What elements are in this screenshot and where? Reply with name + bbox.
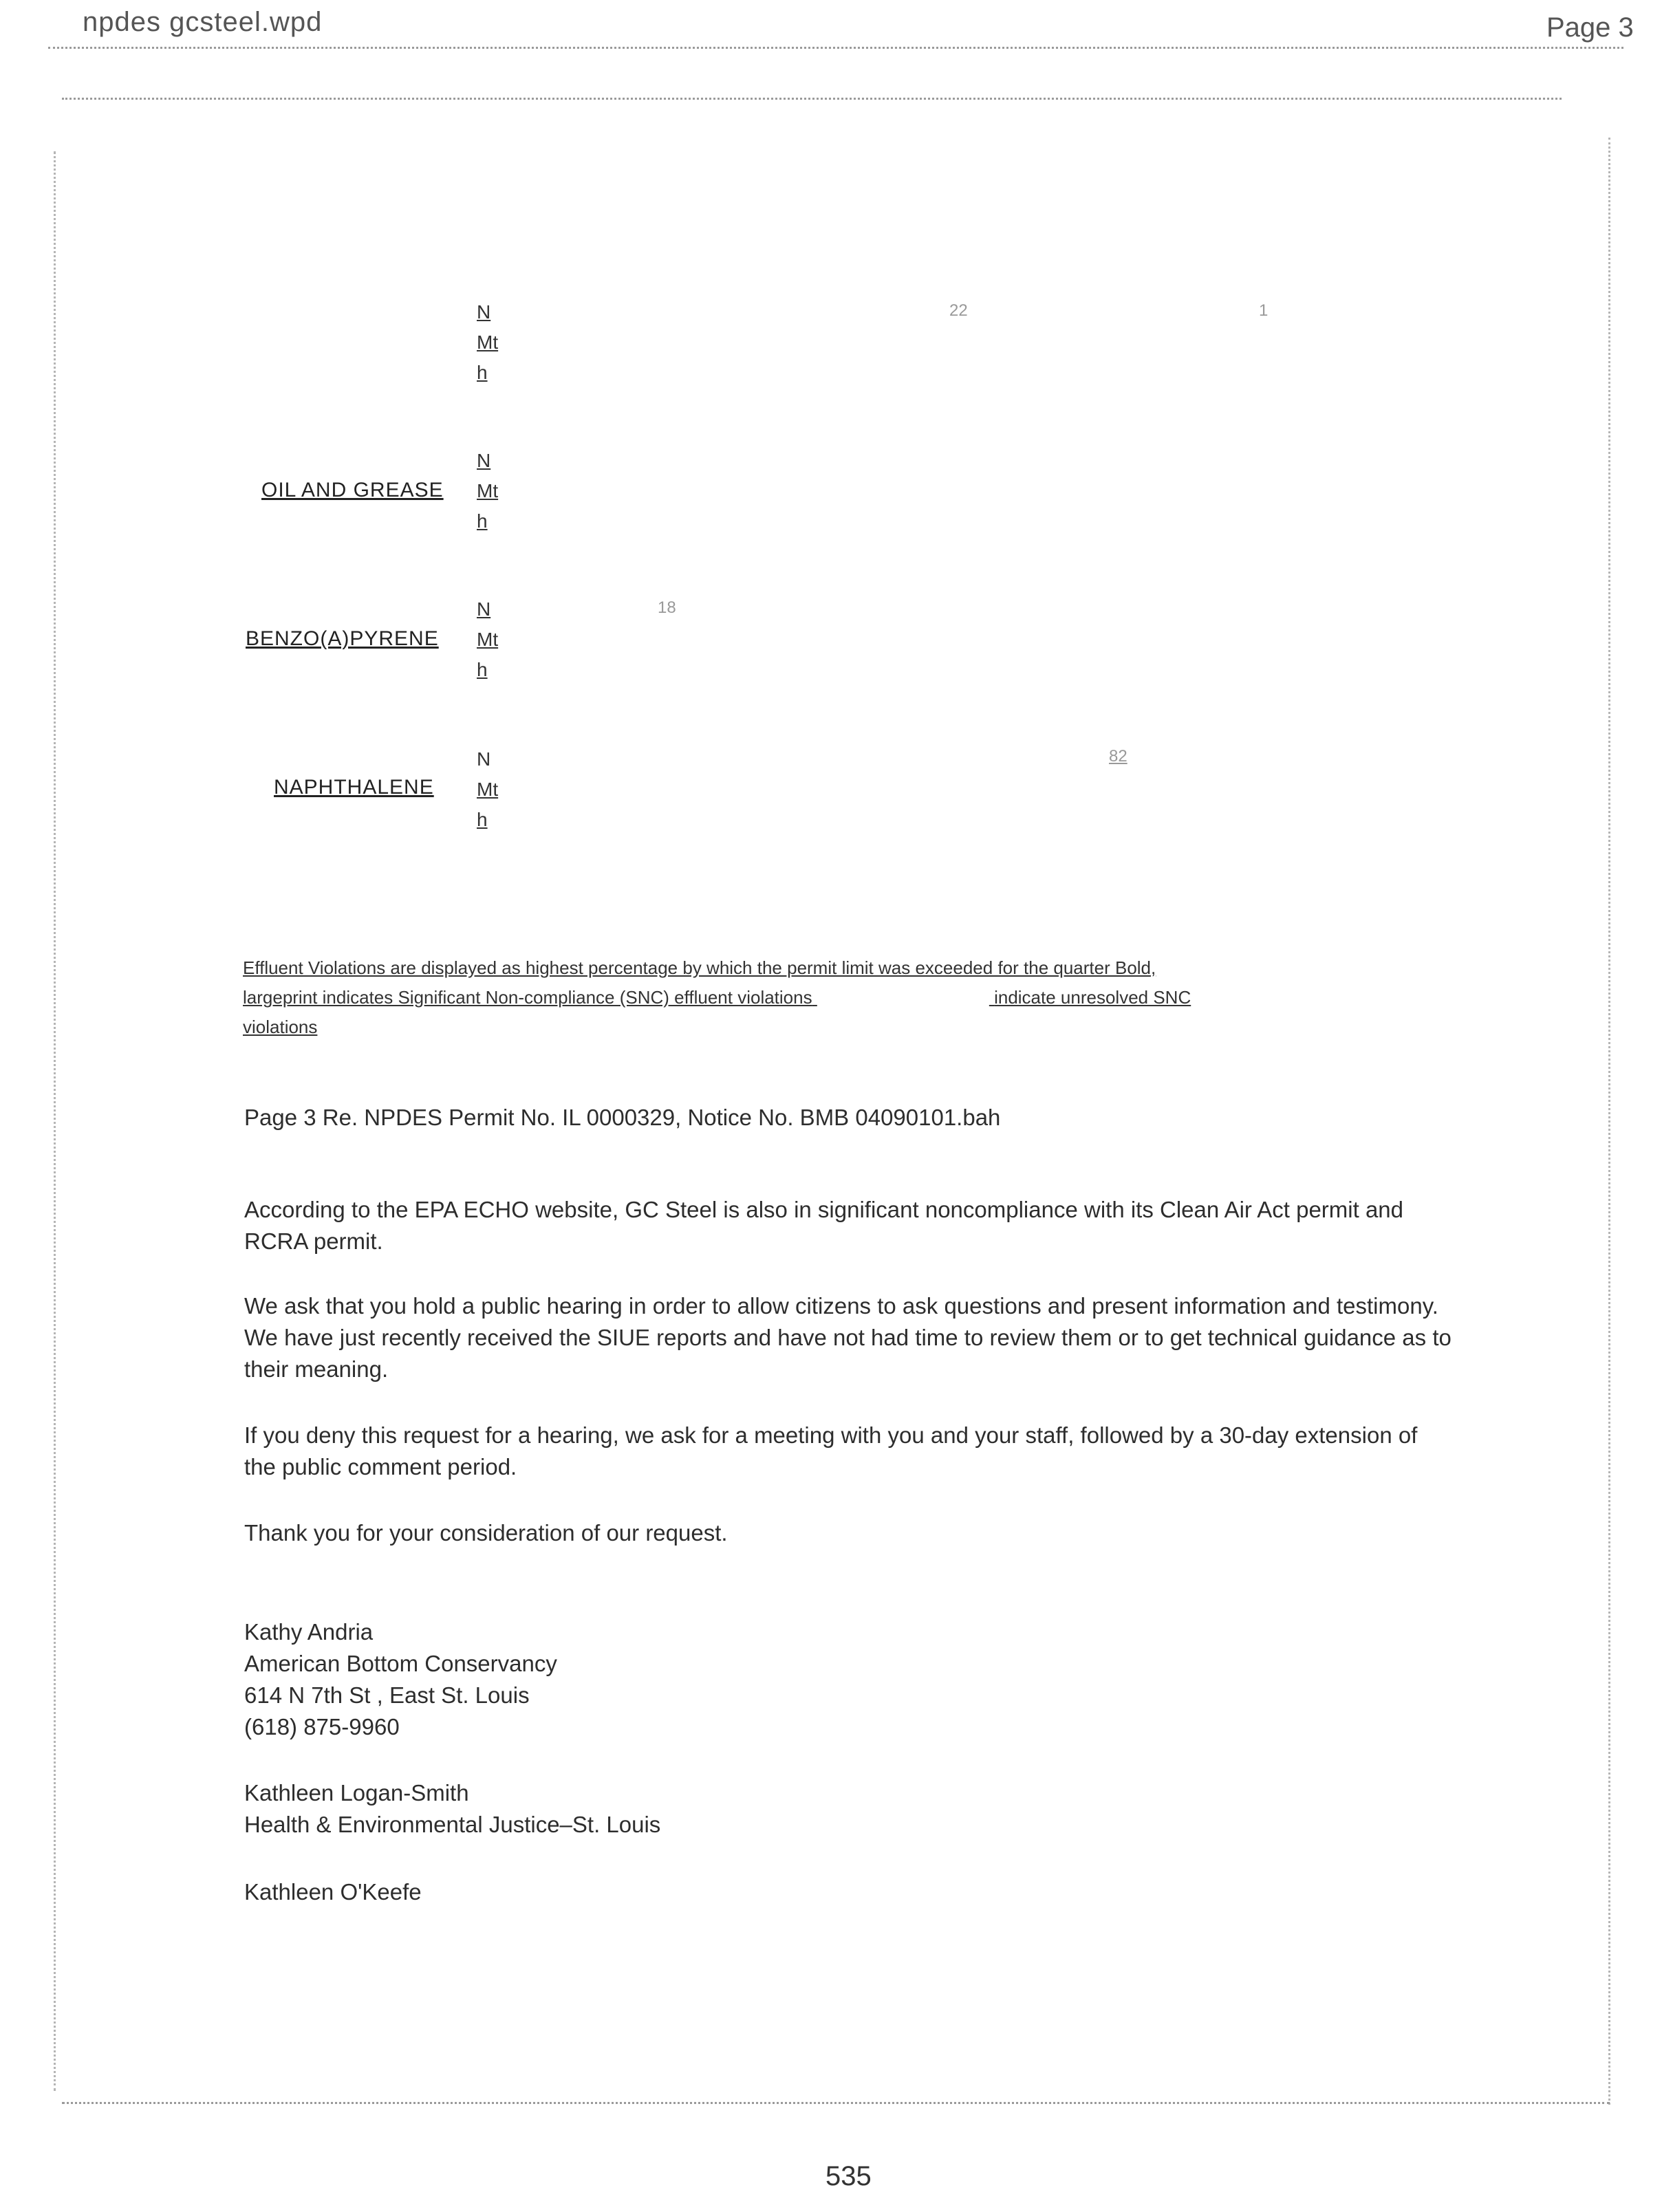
page-number: 535	[825, 2161, 872, 2191]
table-footnote	[243, 953, 1440, 1042]
table-row-3-cell-0: 82	[1109, 747, 1127, 766]
footnote-line-2b: indicate unresolved SNC	[994, 987, 1191, 1008]
row-label-n: N	[477, 598, 491, 620]
row-label-n: N	[477, 748, 491, 770]
signatory-phone: (618) 875-9960	[244, 1714, 400, 1739]
table-row-3-codes	[477, 744, 498, 835]
row-label-n: N	[477, 450, 491, 471]
row-label-h: h	[477, 809, 488, 830]
header-rule-top	[48, 47, 1623, 49]
row-label-mt: Mt	[477, 480, 499, 501]
signatory-org: Health & Environmental Justice–St. Louis	[244, 1812, 661, 1837]
header-rule-second	[62, 98, 1562, 100]
right-margin-dots	[1608, 138, 1610, 2105]
table-row-3-parameter: NAPHTHALENE	[274, 776, 434, 799]
footnote-line-1: Effluent Violations are displayed as highest percentage by which the permit limit was exceeded for the quarter Bold,	[243, 957, 1156, 978]
footnote-line-3: violations	[243, 1017, 318, 1037]
signatory-name: Kathleen Logan-Smith	[244, 1780, 469, 1806]
header-page-label: Page 3	[1546, 12, 1634, 43]
footnote-line-2	[243, 983, 1440, 1012]
table-row-1-codes	[477, 446, 498, 536]
row-label-h: h	[477, 659, 488, 680]
row-label-mt: Mt	[477, 332, 499, 353]
bottom-rule	[62, 2102, 1610, 2104]
reference-line: Page 3 Re. NPDES Permit No. IL 0000329, Notice No. BMB 04090101.bah	[244, 1105, 1001, 1130]
footnote-line-2a: largeprint indicates Significant Non-compliance (SNC) effluent violations	[243, 987, 812, 1008]
row-label-mt: Mt	[477, 629, 499, 650]
table-row-0-cell-1: 1	[1259, 301, 1269, 320]
row-label-mt: Mt	[477, 779, 499, 800]
table-row-2-cell-0: 18	[658, 598, 676, 617]
paragraph-meeting-request: If you deny this request for a hearing, we ask for a meeting with you and your staff, followed by a 30-day extension of the public comment period.	[244, 1422, 1418, 1479]
table-row-0-codes	[477, 297, 498, 388]
paragraph-hearing-request: We ask that you hold a public hearing in order to allow citizens to ask questions and present information and testimony. We have just recently received the SIUE reports and have not had time to review them or to get technical guidance as to their meaning.	[244, 1293, 1451, 1382]
table-row-1-parameter: OIL AND GREASE	[261, 479, 444, 501]
table-row-0-cell-0: 22	[949, 301, 968, 320]
signatory-2	[244, 1777, 660, 1841]
paragraph-noncompliance: According to the EPA ECHO website, GC Steel is also in significant noncompliance with its Clean Air Act permit and RCRA permit.	[244, 1197, 1404, 1254]
paragraph-thanks: Thank you for your consideration of our request.	[244, 1520, 728, 1546]
signatory-3	[244, 1876, 422, 1908]
left-margin-dots	[54, 151, 56, 2091]
table-row-2-parameter: BENZO(A)PYRENE	[246, 627, 439, 650]
header-filename: npdes gcsteel.wpd	[83, 7, 323, 37]
signatory-1	[244, 1616, 557, 1743]
row-label-h: h	[477, 362, 488, 383]
signatory-name: Kathy Andria	[244, 1619, 374, 1645]
signatory-org: American Bottom Conservancy	[244, 1651, 557, 1676]
table-row-2-codes	[477, 594, 498, 685]
row-label-h: h	[477, 510, 488, 532]
signatory-name: Kathleen O'Keefe	[244, 1879, 422, 1905]
row-label-n: N	[477, 301, 491, 323]
signatory-address: 614 N 7th St , East St. Louis	[244, 1682, 530, 1708]
